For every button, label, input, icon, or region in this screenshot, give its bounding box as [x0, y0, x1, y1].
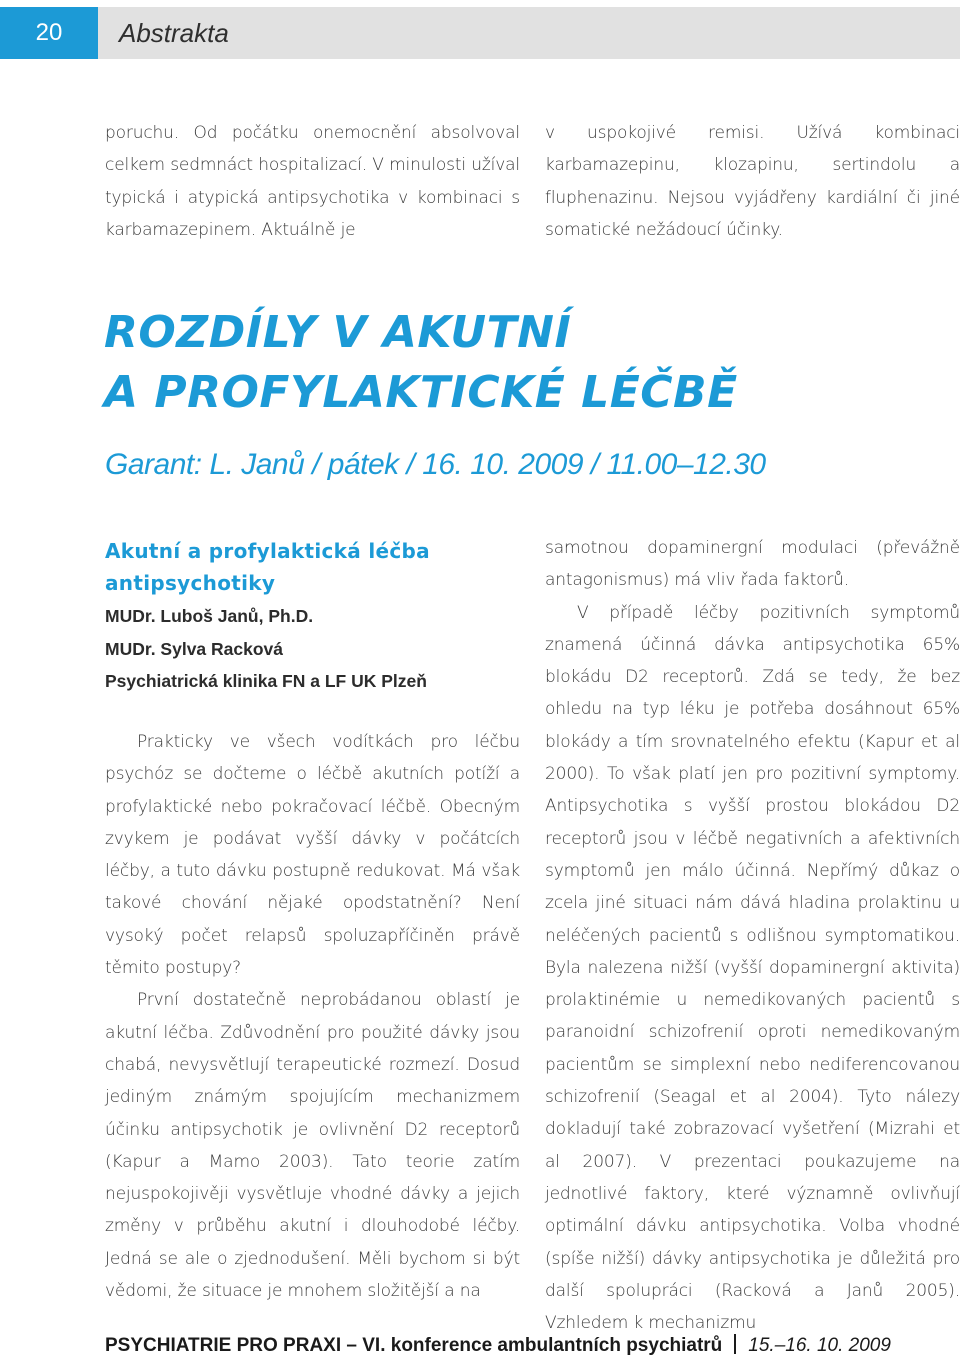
abstract-title — [105, 535, 525, 599]
abstract-title-line: Akutní a profylaktická léčba — [105, 539, 430, 563]
paragraph: První dostatečně neprobádanou oblastí je akutní léčba. Zdůvodnění pro použité dávky jsou chabá, nevysvětlují terapeutické rozmezí. Dosud jediným známým spojujícím mechanizmem účinku antipsychotik je ovlivnění D2 receptorů (Kapur a Mamo 2003). Tato teorie zatím nejuspokojivěji vysvětluje vhodné dávky a jejich změny v průběhu akutní i dlouhodobé léčby. Jedná se ale o zjednodušení. Měli bychom si být vědomi, že situace je mnohem složitější a na — [105, 990, 520, 1302]
page-number: 20 — [0, 7, 98, 59]
abstract-title-line: antipsychotiky — [105, 571, 276, 595]
footer-journal: PSYCHIATRIE PRO PRAXI – VI. konference ambulantních psychiatrů — [105, 1335, 723, 1356]
footer — [105, 1334, 935, 1360]
author: MUDr. Sylva Racková — [105, 638, 284, 659]
author: MUDr. Luboš Janů, Ph.D. — [105, 606, 314, 626]
top-left-column — [105, 117, 520, 246]
garant-line: Garant: L. Janů / pátek / 16. 10. 2009 / 11.00–12.30 — [105, 448, 766, 481]
abstract-left-column — [105, 726, 520, 1307]
authors-block — [105, 600, 525, 698]
footer-separator — [734, 1334, 736, 1354]
section-title — [104, 303, 904, 423]
section-title-line: A PROFYLAKTICKÉ LÉČBĚ — [104, 367, 738, 418]
paragraph: V případě léčby pozitivních symptomů znamená účinná dávka antipsychotika 65% blokádu D2 receptorů. Zdá se tedy, že bez ohledu na typ léku je potřeba dosáhnout 65% blokády a tím srovnatelného efektu (Kapur et al 2000). To však platí jen pro pozitivní symptomy. Antipsychotika s vyšší prostou blokádou D2 receptorů jsou v léčbě negativních a afektivních symptomů jen málo účinná. Nepřímý důkaz o zcela jiné situaci nám dává hladina prolaktinu u neléčených pacientů s odlišnou symptomatikou. Byla nalezena nižší (vyšší dopaminergní aktivita) prolaktinémie u nemedikovaných pacientů s paranoidní schizofrenií oproti nemedikovaným pacientům se simplexní nebo nediferencovanou schizofrenií (Seagal et al 2004). Tyto nálezy dokladují také zobrazovací vyšetření (Mizrahi et al 2007). V prezentaci poukazujeme na jednotlivé faktory, které významně ovlivňují optimální dávku antipsychotika. Volba vhodné (spíše nižší) dávky antipsychotika je důležitá pro další spolupráci (Racková a Janů 2005). Vzhledem k mechanizmu — [545, 602, 960, 1334]
header-bar — [0, 7, 960, 59]
institution: Psychiatrická klinika FN a LF UK Plzeň — [105, 671, 427, 691]
footer-dates: 15.–16. 10. 2009 — [748, 1335, 891, 1356]
top-right-column — [545, 117, 960, 246]
paragraph: poruchu. Od počátku onemocnění absolvoval celkem sedmnáct hospitalizací. V minulosti užíval typická i atypická antipsychotika v kombinaci s karbamazepinem. Aktuálně je — [105, 123, 520, 240]
section-title-line: ROZDÍLY V AKUTNÍ — [104, 307, 572, 358]
abstract-right-column — [545, 532, 960, 1339]
paragraph: samotnou dopaminergní modulaci (převážně antagonismus) má vliv řada faktorů. — [545, 538, 960, 591]
section-name: Abstrakta — [119, 18, 229, 48]
paragraph: Prakticky ve všech vodítkách pro léčbu psychóz se dočteme o léčbě akutních potíží a profylaktické nebo pokračovací léčbě. Obecným zvykem je podávat vyšší dávky v počátcích léčby, a tuto dávku postupně redukovat. Má však takové chování nějaké opodstatnění? Není vysoký počet relapsů spoluzapříčiněn právě těmito postupy? — [105, 732, 520, 979]
paragraph: v uspokojivé remisi. Užívá kombinaci karbamazepinu, klozapinu, sertindolu a fluphenazinu. Nejsou vyjádřeny kardiální či jiné somatické nežádoucí účinky. — [545, 123, 960, 240]
